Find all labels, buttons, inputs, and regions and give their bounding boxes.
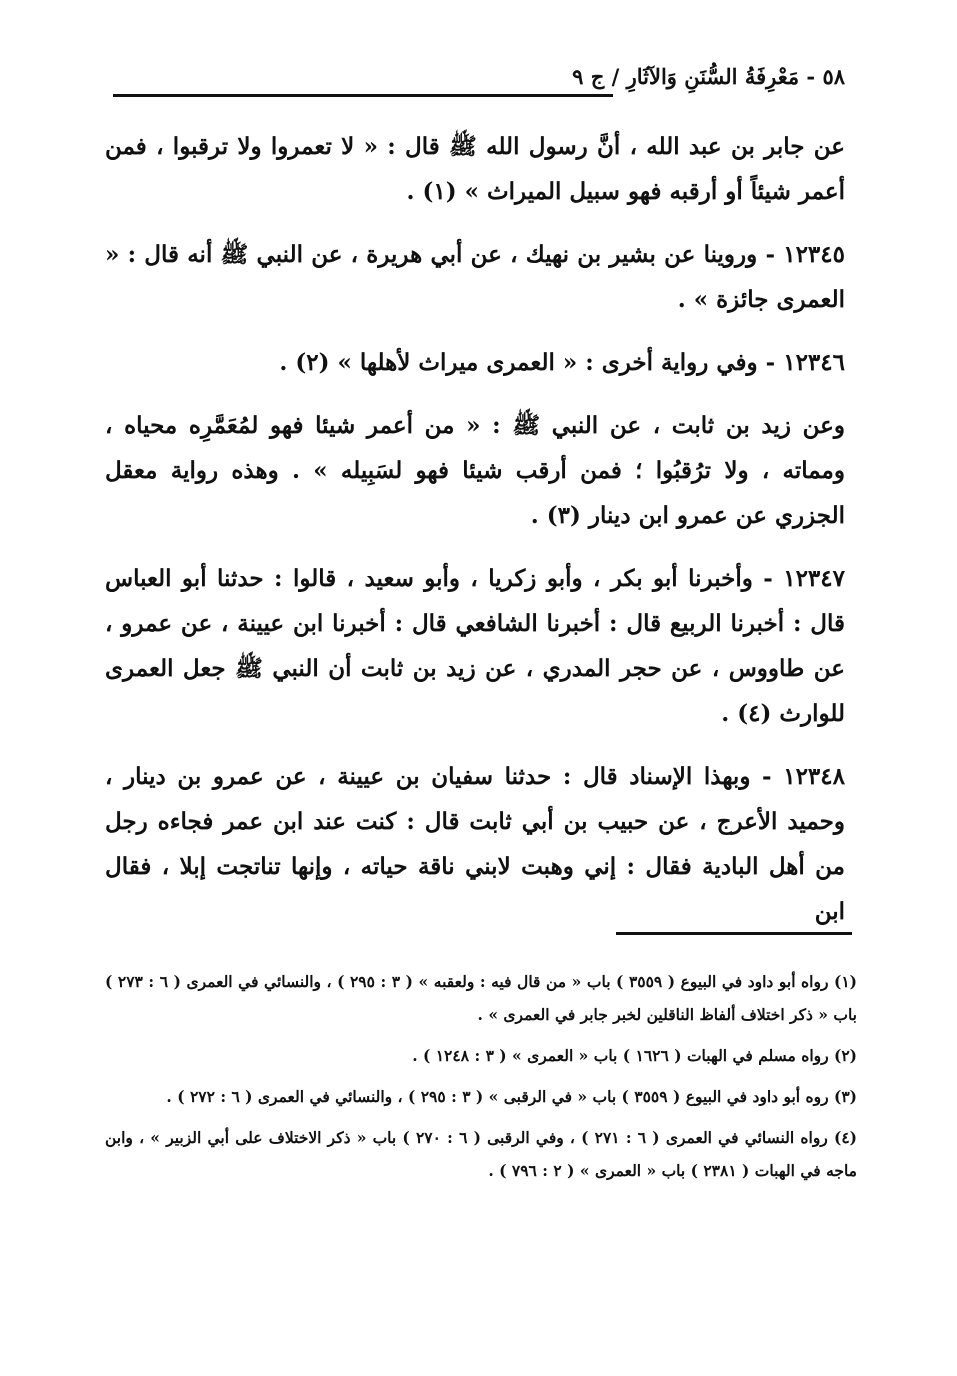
paragraph-text: ١٢٣٤٥ - وروينا عن بشير بن نهيك ، عن أبي هريرة ، عن النبي ﷺ أنه قال : « العمرى جائزة » . <box>105 241 845 313</box>
footnote-separator <box>106 932 852 952</box>
footnote-4: (٤) رواه النسائي في العمرى ( ٦ : ٢٧١ ) ، وفي الرقبى ( ٦ : ٢٧٠ ) باب « ذكر الاختلاف على أبي الزبير » ، وابن ماجه في الهبات ( ٢٣٨١ ) باب « العمرى » ( ٢ : ٧٩٦ ) . <box>105 1128 857 1180</box>
page-header <box>113 64 845 104</box>
hadith-paragraph-12345 <box>105 232 845 322</box>
main-text <box>105 124 845 952</box>
running-head: ٥٨ - مَعْرِفَةُ السُّنَنِ وَالآثَارِ / ج ٩ <box>572 64 845 89</box>
paragraph-text: عن جابر بن عبد الله ، أنَّ رسول الله ﷺ قال : « لا تعمروا ولا ترقبوا ، فمن أعمر شيئاً أو أرقبه فهو سبيل الميراث » (١) . <box>105 133 845 205</box>
hadith-paragraph <box>105 403 845 538</box>
hadith-paragraph-12346 <box>105 340 845 385</box>
footnote-rule-line <box>616 932 852 935</box>
footnotes <box>105 965 857 1195</box>
paragraph-text: ١٢٣٤٦ - وفي رواية أخرى : « العمرى ميراث لأهلها » (٢) . <box>279 349 845 376</box>
paragraph-text: ١٢٣٤٨ - وبهذا الإسناد قال : حدثنا سفيان بن عيينة ، عن عمرو بن دينار ، وحميد الأعرج ، عن حبيب بن أبي ثابت قال : كنت عند ابن عمر فجاءه رجل من أهل البادية فقال : إني وهبت لابني ناقة حياته ، وإنها تناتجت إبلا ، فقال ابن <box>105 763 845 925</box>
header-rule <box>113 94 613 97</box>
footnote-2: (٢) رواه مسلم في الهبات ( ١٦٢٦ ) باب « العمرى » ( ٣ : ١٢٤٨ ) . <box>412 1046 857 1065</box>
paragraph-text: ١٢٣٤٧ - وأخبرنا أبو بكر ، وأبو زكريا ، وأبو سعيد ، قالوا : حدثنا أبو العباس قال : أخبرنا الربيع قال : أخبرنا الشافعي قال : أخبرنا ابن عيينة ، عن عمرو ، عن طاووس ، عن حجر المدري ، عن زيد بن ثابت أن النبي ﷺ جعل العمرى للوارث (٤) . <box>105 565 845 727</box>
hadith-paragraph-12347 <box>105 556 845 736</box>
paragraph-text: وعن زيد بن ثابت ، عن النبي ﷺ : « من أعمر شيئا فهو لمُعَمَّرِه محياه ، ومماته ، ولا ترُقبُوا ؛ فمن أرقب شيئا فهو لسَبِيله » . وهذه رواية معقل الجزري عن عمرو ابن دينار (٣) . <box>105 412 845 529</box>
hadith-paragraph-12348 <box>105 754 845 934</box>
footnote-1: (١) رواه أبو داود في البيوع ( ٣٥٥٩ ) باب « من قال فيه : ولعقبه » ( ٣ : ٢٩٥ ) ، والنسائي في العمرى ( ٦ : ٢٧٣ ) باب « ذكر اختلاف ألفاظ الناقلين لخبر جابر في العمرى » . <box>105 972 858 1024</box>
hadith-paragraph <box>105 124 845 214</box>
footnote-3: (٣) روه أبو داود في البيوع ( ٣٥٥٩ ) باب « في الرقبى » ( ٣ : ٢٩٥ ) ، والنسائي في العمرى ( ٦ : ٢٧٢ ) . <box>166 1087 857 1106</box>
